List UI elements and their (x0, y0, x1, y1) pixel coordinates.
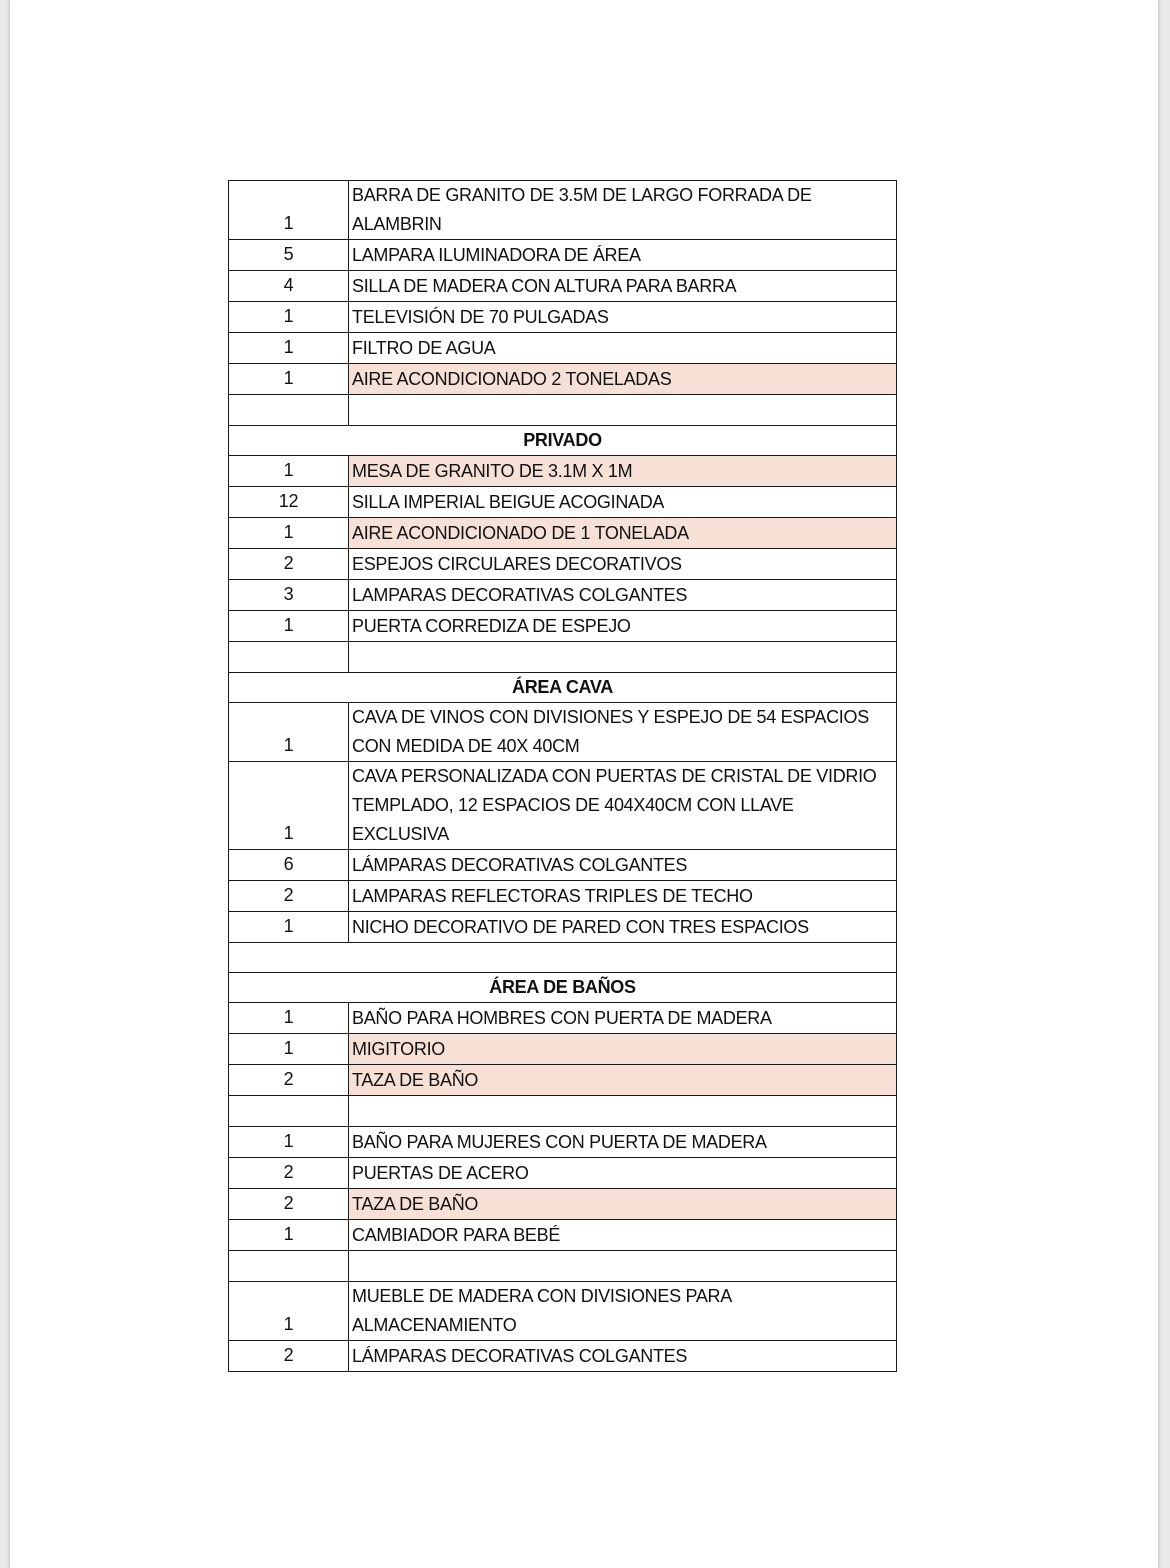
table-row (229, 703, 897, 762)
table-row (229, 1189, 897, 1220)
quantity-cell: 2 (229, 881, 349, 912)
table-row (229, 240, 897, 271)
table-row (229, 912, 897, 943)
quantity-cell: 4 (229, 271, 349, 302)
quantity-cell: 1 (229, 1220, 349, 1251)
quantity-cell: 1 (229, 1127, 349, 1158)
table-row (229, 881, 897, 912)
table-row (229, 364, 897, 395)
quantity-cell: 2 (229, 1065, 349, 1096)
quantity-cell: 2 (229, 1158, 349, 1189)
description-cell: LAMPARAS REFLECTORAS TRIPLES DE TECHO (349, 881, 897, 912)
description-cell: BARRA DE GRANITO DE 3.5M DE LARGO FORRADA DE ALAMBRIN (349, 181, 897, 240)
quantity-cell: 1 (229, 1003, 349, 1034)
section-header-row (229, 426, 897, 456)
empty-cell (349, 642, 897, 673)
empty-cell (229, 642, 349, 673)
table-row (229, 181, 897, 240)
empty-cell (229, 943, 897, 973)
quantity-cell: 1 (229, 1034, 349, 1065)
quantity-cell: 1 (229, 364, 349, 395)
description-cell: PUERTA CORREDIZA DE ESPEJO (349, 611, 897, 642)
description-cell: CAVA PERSONALIZADA CON PUERTAS DE CRISTAL DE VIDRIO TEMPLADO, 12 ESPACIOS DE 404X40CM CON LLAVE EXCLUSIVA (349, 762, 897, 850)
section-header-row (229, 973, 897, 1003)
table-row (229, 302, 897, 333)
description-cell: CAMBIADOR PARA BEBÉ (349, 1220, 897, 1251)
table-row (229, 850, 897, 881)
table-row (229, 1158, 897, 1189)
description-cell: AIRE ACONDICIONADO 2 TONELADAS (349, 364, 897, 395)
description-cell: FILTRO DE AGUA (349, 333, 897, 364)
description-cell: LÁMPARAS DECORATIVAS COLGANTES (349, 850, 897, 881)
table-row (229, 1220, 897, 1251)
quantity-cell: 2 (229, 1341, 349, 1372)
document-page (10, 0, 1158, 1568)
quantity-cell: 1 (229, 762, 349, 850)
description-cell: NICHO DECORATIVO DE PARED CON TRES ESPACIOS (349, 912, 897, 943)
table-row (229, 1282, 897, 1341)
quantity-cell: 2 (229, 1189, 349, 1220)
description-cell: TAZA DE BAÑO (349, 1065, 897, 1096)
table-row (229, 580, 897, 611)
description-cell: LAMPARA ILUMINADORA DE ÁREA (349, 240, 897, 271)
quantity-cell: 1 (229, 181, 349, 240)
quantity-cell: 3 (229, 580, 349, 611)
description-cell: SILLA DE MADERA CON ALTURA PARA BARRA (349, 271, 897, 302)
quantity-cell: 1 (229, 912, 349, 943)
empty-cell (349, 1096, 897, 1127)
quantity-cell: 1 (229, 518, 349, 549)
description-cell: LÁMPARAS DECORATIVAS COLGANTES (349, 1341, 897, 1372)
description-cell: CAVA DE VINOS CON DIVISIONES Y ESPEJO DE 54 ESPACIOS CON MEDIDA DE 40X 40CM (349, 703, 897, 762)
empty-cell (229, 395, 349, 426)
table-row (229, 1127, 897, 1158)
section-header-row (229, 673, 897, 703)
description-cell: MUEBLE DE MADERA CON DIVISIONES PARA ALMACENAMIENTO (349, 1282, 897, 1341)
blank-row (229, 395, 897, 426)
empty-cell (349, 395, 897, 426)
table-row (229, 1341, 897, 1372)
table-row (229, 762, 897, 850)
quantity-cell: 2 (229, 549, 349, 580)
description-cell: TELEVISIÓN DE 70 PULGADAS (349, 302, 897, 333)
description-cell: LAMPARAS DECORATIVAS COLGANTES (349, 580, 897, 611)
empty-cell (229, 1251, 349, 1282)
description-cell: BAÑO PARA MUJERES CON PUERTA DE MADERA (349, 1127, 897, 1158)
table-row (229, 271, 897, 302)
quantity-cell: 1 (229, 1282, 349, 1341)
table-row (229, 456, 897, 487)
blank-row (229, 943, 897, 973)
inventory-table (228, 180, 897, 1372)
quantity-cell: 1 (229, 456, 349, 487)
table-row (229, 487, 897, 518)
description-cell: BAÑO PARA HOMBRES CON PUERTA DE MADERA (349, 1003, 897, 1034)
table-row (229, 611, 897, 642)
description-cell: ESPEJOS CIRCULARES DECORATIVOS (349, 549, 897, 580)
section-header: PRIVADO (229, 426, 897, 456)
section-header: ÁREA DE BAÑOS (229, 973, 897, 1003)
table-row (229, 549, 897, 580)
quantity-cell: 6 (229, 850, 349, 881)
table-row (229, 333, 897, 364)
blank-row (229, 1251, 897, 1282)
section-header: ÁREA CAVA (229, 673, 897, 703)
quantity-cell: 1 (229, 703, 349, 762)
quantity-cell: 1 (229, 302, 349, 333)
table-row (229, 1065, 897, 1096)
table-row (229, 1003, 897, 1034)
inventory-table-body (229, 181, 897, 1372)
quantity-cell: 5 (229, 240, 349, 271)
quantity-cell: 12 (229, 487, 349, 518)
description-cell: MIGITORIO (349, 1034, 897, 1065)
description-cell: SILLA IMPERIAL BEIGUE ACOGINADA (349, 487, 897, 518)
blank-row (229, 642, 897, 673)
empty-cell (349, 1251, 897, 1282)
description-cell: PUERTAS DE ACERO (349, 1158, 897, 1189)
description-cell: TAZA DE BAÑO (349, 1189, 897, 1220)
table-row (229, 1034, 897, 1065)
empty-cell (229, 1096, 349, 1127)
quantity-cell: 1 (229, 611, 349, 642)
description-cell: MESA DE GRANITO DE 3.1M X 1M (349, 456, 897, 487)
blank-row (229, 1096, 897, 1127)
quantity-cell: 1 (229, 333, 349, 364)
table-row (229, 518, 897, 549)
description-cell: AIRE ACONDICIONADO DE 1 TONELADA (349, 518, 897, 549)
